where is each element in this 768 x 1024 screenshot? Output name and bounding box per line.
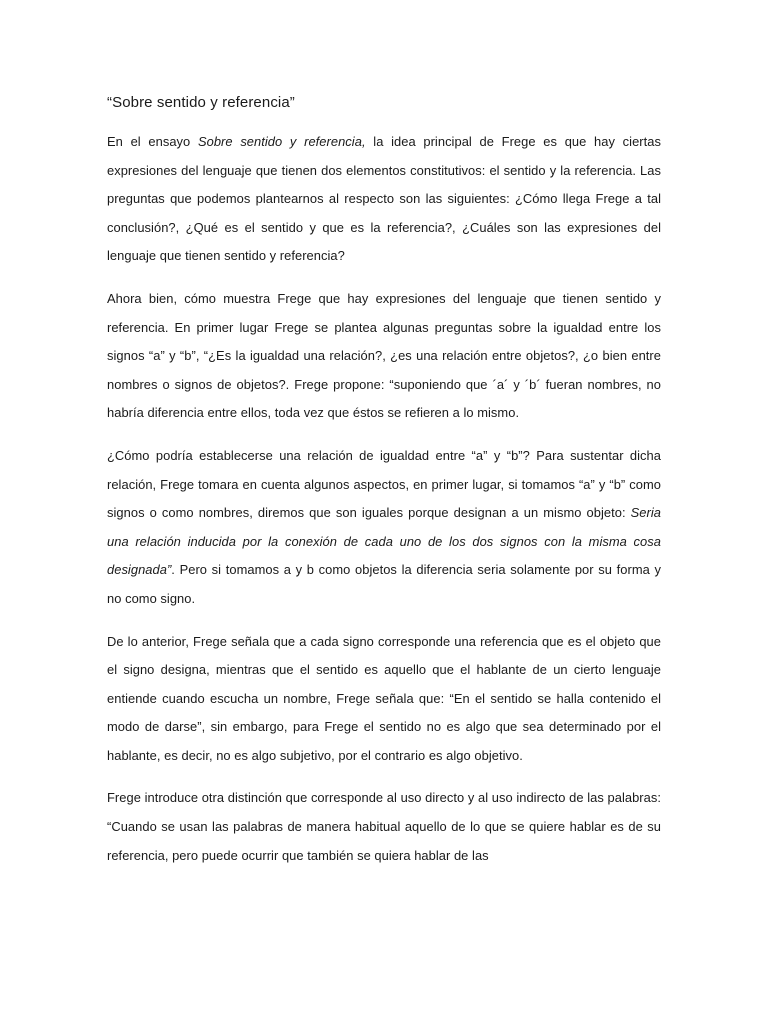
paragraph-2 bbox=[107, 285, 661, 428]
paragraph-text: Frege introduce otra distinción que corresponde al uso directo y al uso indirecto de las palabras: “Cuando se usan las palabras de manera habitual aquello de lo que se quiere hablar es de su referencia, pero puede ocurrir que también se quiera hablar de las bbox=[107, 790, 661, 863]
paragraph-4 bbox=[107, 628, 661, 771]
paragraph-1 bbox=[107, 128, 661, 271]
paragraph-italic-text: Sobre sentido y referencia, bbox=[197, 134, 366, 149]
paragraph-text: Ahora bien, cómo muestra Frege que hay expresiones del lenguaje que tienen sentido y referencia. En primer lugar Frege se plantea algunas preguntas sobre la igualdad entre los signos “a” y “b”, “¿Es la igualdad una relación?, ¿es una relación entre objetos?, ¿o bien entre nombres o signos de objetos?. Frege propone: “suponiendo que ´a´ y ´b´ fueran nombres, no habría diferencia entre ellos, toda vez que éstos se refieren a lo mismo. bbox=[107, 290, 661, 421]
document-title: “Sobre sentido y referencia” bbox=[107, 94, 295, 111]
paragraph-text: la idea principal de Frege es que hay ciertas expresiones del lenguaje que tienen dos elementos constitutivos: el sentido y la referencia. Las preguntas que podemos plantearnos al respecto son las siguientes: ¿Cómo llega Frege a tal conclusión?, ¿Qué es el sentido y que es la referencia?, ¿Cuáles son las expresiones del lenguaje que tienen sentido y referencia? bbox=[107, 134, 661, 264]
paragraph-3 bbox=[107, 442, 661, 614]
paragraph-text: . Pero si tomamos a y b como objetos la diferencia seria solamente por su forma y no como signo. bbox=[107, 562, 661, 606]
paragraph-text: De lo anterior, Frege señala que a cada signo corresponde una referencia que es el objeto que el signo designa, mientras que el sentido es aquello que el hablante de un cierto lenguaje entiende cuando escucha un nombre, Frege señala que: “En el sentido se halla contenido el modo de darse”, sin embargo, para Frege el sentido no es algo que sea determinado por el hablante, es decir, no es algo subjetivo, por el contrario es algo objetivo. bbox=[107, 633, 661, 763]
paragraph-text: ¿Cómo podría establecerse una relación de igualdad entre “a” y “b”? Para sustentar dicha relación, Frege tomara en cuenta algunos aspectos, en primer lugar, si tomamos “a” y “b” como signos o como nombres, diremos que son iguales porque designan a un mismo objeto: bbox=[107, 447, 661, 521]
paragraph-text: En el ensayo bbox=[107, 134, 198, 149]
paragraph-5 bbox=[107, 784, 661, 870]
paragraph-italic-text: Seria una relación inducida por la conexión de cada uno de los dos signos con la misma cosa designada” bbox=[107, 505, 661, 578]
